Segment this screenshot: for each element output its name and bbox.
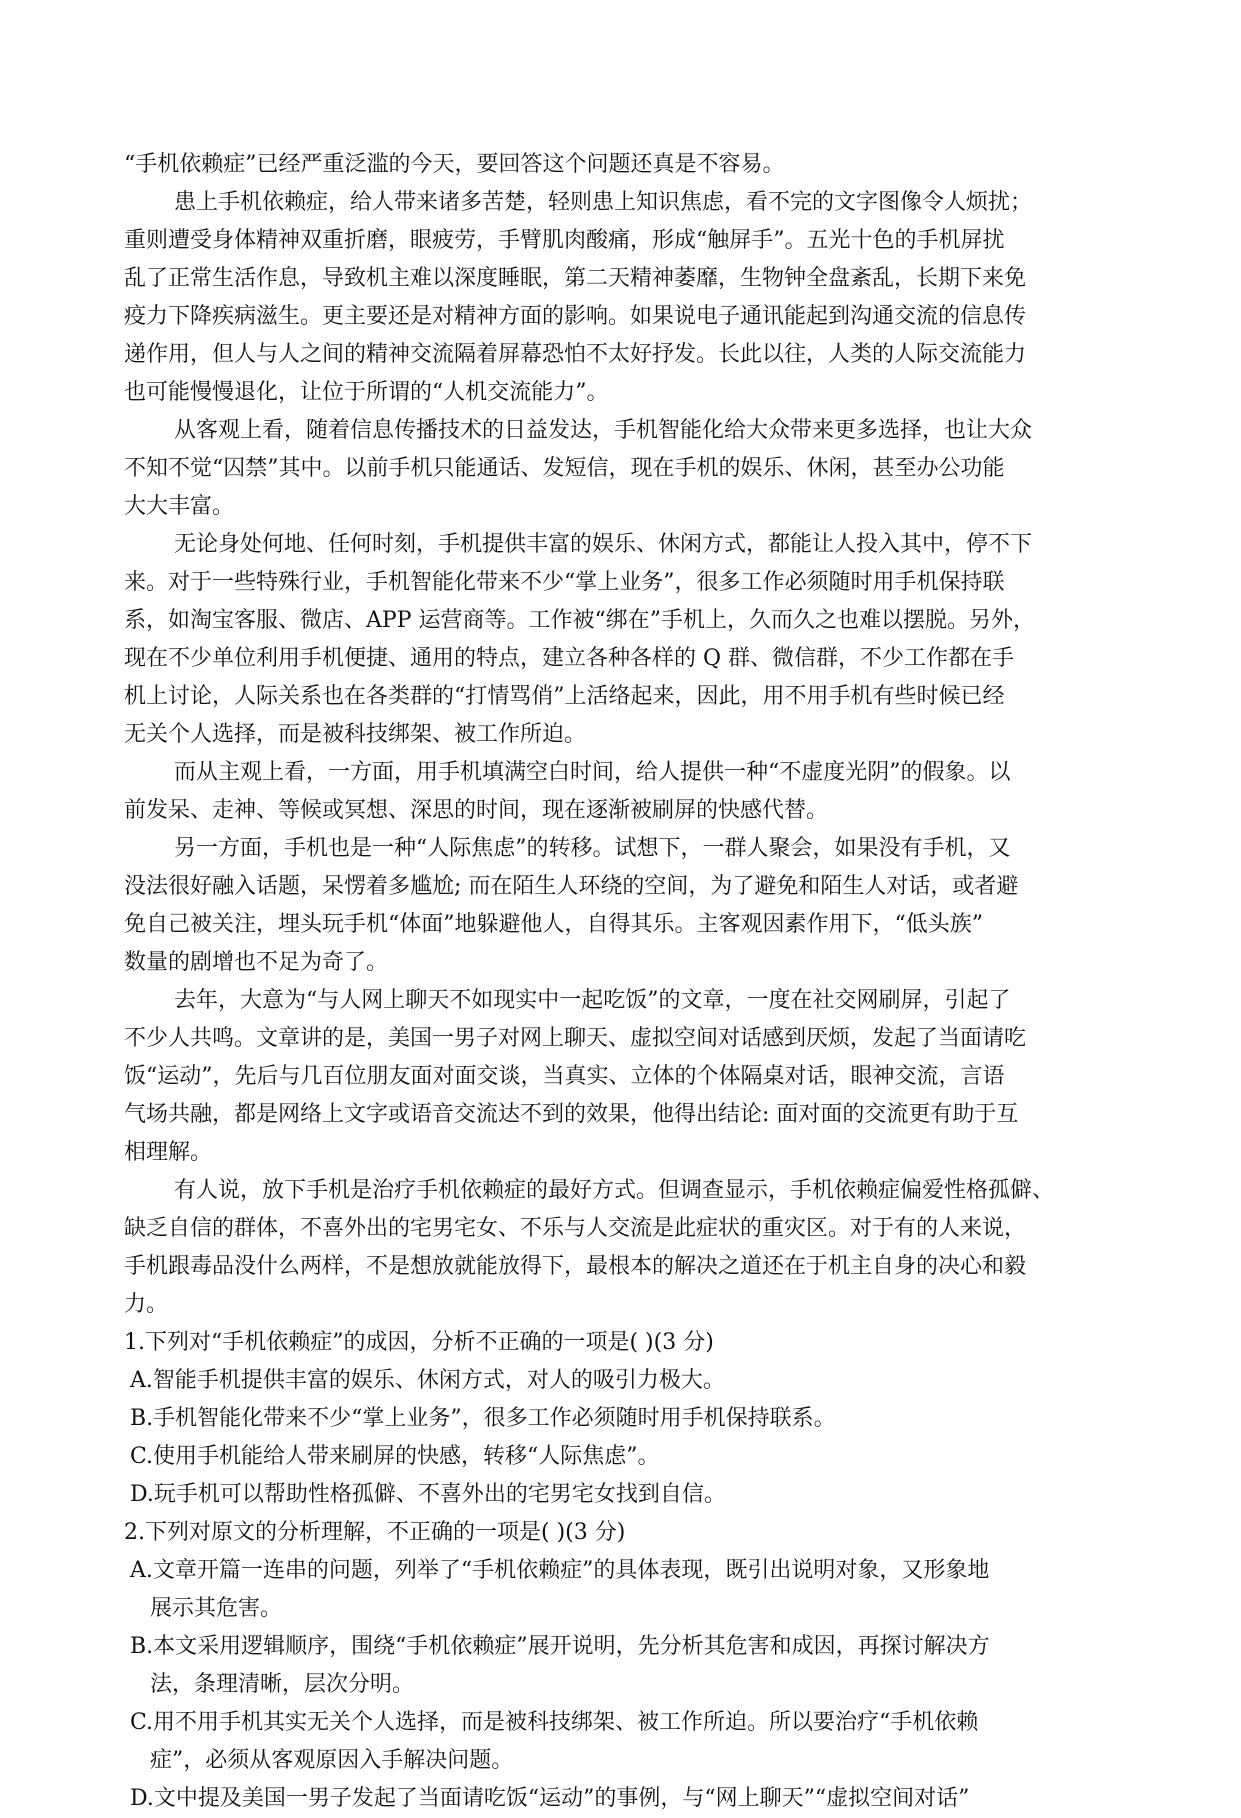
passage-line: 大大丰富。: [124, 494, 235, 519]
passage-line: 无关个人选择，而是被科技绑架、被工作所迫。: [124, 722, 587, 747]
option-text: C.用不用手机其实无关个人选择，而是被科技绑架、被工作所迫。所以要治疗“手机依赖: [130, 1710, 979, 1735]
passage-line: 前发呆、走神、等候或冥想、深思的时间，现在逐渐被刷屏的快感代替。: [124, 798, 829, 823]
question-2: [124, 1514, 1124, 1818]
option-text: A.文章开篇一连串的问题，列举了“手机依赖症”的具体表现，既引出说明对象，又形象地: [130, 1558, 990, 1583]
option-d[interactable]: [124, 1476, 1124, 1514]
question-stem: 1.下列对“手机依赖症”的成因，分析不正确的一项是( )(3 分): [124, 1330, 714, 1355]
questions: [124, 1324, 1124, 1818]
option-c[interactable]: [124, 1704, 1124, 1780]
option-a[interactable]: [124, 1552, 1124, 1628]
option-text: 展示其危害。: [150, 1596, 283, 1621]
passage-line: 免自己被关注，埋头玩手机“体面”地躲避他人，自得其乐。主客观因素作用下，“低头族”: [124, 912, 983, 937]
option-c[interactable]: [124, 1438, 1124, 1476]
passage-line: 重则遭受身体精神双重折磨，眼疲劳，手臂肌肉酸痛，形成“触屏手”。五光十色的手机屏扰: [124, 228, 1005, 253]
passage-line: 而从主观上看，一方面，用手机填满空白时间，给人提供一种“不虚度光阴”的假象。以: [174, 760, 1011, 785]
passage-line: 乱了正常生活作息，导致机主难以深度睡眠，第二天精神萎靡，生物钟全盘紊乱，长期下来免: [124, 266, 1027, 291]
option-text: A.智能手机提供丰富的娱乐、休闲方式，对人的吸引力极大。: [130, 1368, 725, 1393]
option-text: 症”，必须从客观原因入手解决问题。: [150, 1748, 514, 1773]
option-d[interactable]: [124, 1780, 1124, 1818]
document-page: [124, 146, 1124, 1818]
passage-line: 递作用，但人与人之间的精神交流隔着屏幕恐怕不太好抒发。长此以往，人类的人际交流能力: [124, 342, 1027, 367]
passage-line: 缺乏自信的群体，不喜外出的宅男宅女、不乐与人交流是此症状的重灾区。对于有的人来说，: [124, 1216, 1027, 1241]
passage-line: 系，如淘宝客服、微店、APP 运营商等。工作被“绑在”手机上，久而久之也难以摆脱。另外，: [124, 608, 1035, 633]
passage-line: 患上手机依赖症，给人带来诸多苦楚，轻则患上知识焦虑，看不完的文字图像令人烦扰；: [174, 190, 1033, 215]
passage-line: 力。: [124, 1292, 169, 1317]
passage-line: 疫力下降疾病滋生。更主要还是对精神方面的影响。如果说电子通讯能起到沟通交流的信息传: [124, 304, 1027, 329]
option-text: B.本文采用逻辑顺序，围绕“手机依赖症”展开说明，先分析其危害和成因，再探讨解决方: [130, 1634, 990, 1659]
option-text: C.使用手机能给人带来刷屏的快感，转移“人际焦虑”。: [130, 1444, 660, 1469]
passage-line: 没法很好融入话题，呆愣着多尴尬; 而在陌生人环绕的空间，为了避免和陌生人对话，或者避: [124, 874, 1019, 899]
passage-line: 来。对于一些特殊行业，手机智能化带来不少“掌上业务”，很多工作必须随时用手机保持联: [124, 570, 1005, 595]
passage-line: 有人说，放下手机是治疗手机依赖症的最好方式。但调查显示，手机依赖症偏爱性格孤僻、: [174, 1178, 1055, 1203]
passage: [124, 146, 1124, 1324]
passage-line: 气场共融，都是网络上文字或语音交流达不到的效果，他得出结论: 面对面的交流更有助于互: [124, 1102, 1019, 1127]
passage-line: 相理解。: [124, 1140, 213, 1165]
passage-line: 饭“运动”，先后与几百位朋友面对面交谈，当真实、立体的个体隔桌对话，眼神交流，言语: [124, 1064, 1005, 1089]
passage-line: 手机跟毒品没什么两样，不是想放就能放得下，最根本的解决之道还在于机主自身的决心和毅: [124, 1254, 1027, 1279]
option-b[interactable]: [124, 1400, 1124, 1438]
passage-line: 不少人共鸣。文章讲的是，美国一男子对网上聊天、虚拟空间对话感到厌烦，发起了当面请吃: [124, 1026, 1027, 1051]
passage-line: 从客观上看，随着信息传播技术的日益发达，手机智能化给大众带来更多选择，也让大众: [174, 418, 1033, 443]
option-b[interactable]: [124, 1628, 1124, 1704]
option-text: D.文中提及美国一男子发起了当面请吃饭“运动”的事例，与“网上聊天”“虚拟空间对话”: [130, 1786, 970, 1811]
option-text: 法，条理清晰，层次分明。: [150, 1672, 415, 1697]
passage-line: 另一方面，手机也是一种“人际焦虑”的转移。试想下，一群人聚会，如果没有手机，又: [174, 836, 1011, 861]
option-a[interactable]: [124, 1362, 1124, 1400]
passage-line: 无论身处何地、任何时刻，手机提供丰富的娱乐、休闲方式，都能让人投入其中，停不下: [174, 532, 1033, 557]
question-1: [124, 1324, 1124, 1514]
passage-line: 机上讨论，人际关系也在各类群的“打情骂俏”上活络起来，因此，用不用手机有些时候已经: [124, 684, 1005, 709]
option-text: D.玩手机可以帮助性格孤僻、不喜外出的宅男宅女找到自信。: [130, 1482, 726, 1507]
passage-line: 去年，大意为“与人网上聊天不如现实中一起吃饭”的文章，一度在社交网刷屏，引起了: [174, 988, 1011, 1013]
option-text: B.手机智能化带来不少“掌上业务”，很多工作必须随时用手机保持联系。: [130, 1406, 836, 1431]
passage-line: 也可能慢慢退化，让位于所谓的“人机交流能力”。: [124, 380, 609, 405]
question-stem: 2.下列对原文的分析理解，不正确的一项是( )(3 分): [124, 1520, 626, 1545]
passage-line: 数量的剧增也不足为奇了。: [124, 950, 389, 975]
passage-line: 不知不觉“囚禁”其中。以前手机只能通话、发短信，现在手机的娱乐、休闲，甚至办公功能: [124, 456, 1005, 481]
passage-line: 现在不少单位利用手机便捷、通用的特点，建立各种各样的 Q 群、微信群，不少工作都在手: [124, 646, 1015, 671]
passage-line: “手机依赖症”已经严重泛滥的今天，要回答这个问题还真是不容易。: [124, 152, 785, 177]
